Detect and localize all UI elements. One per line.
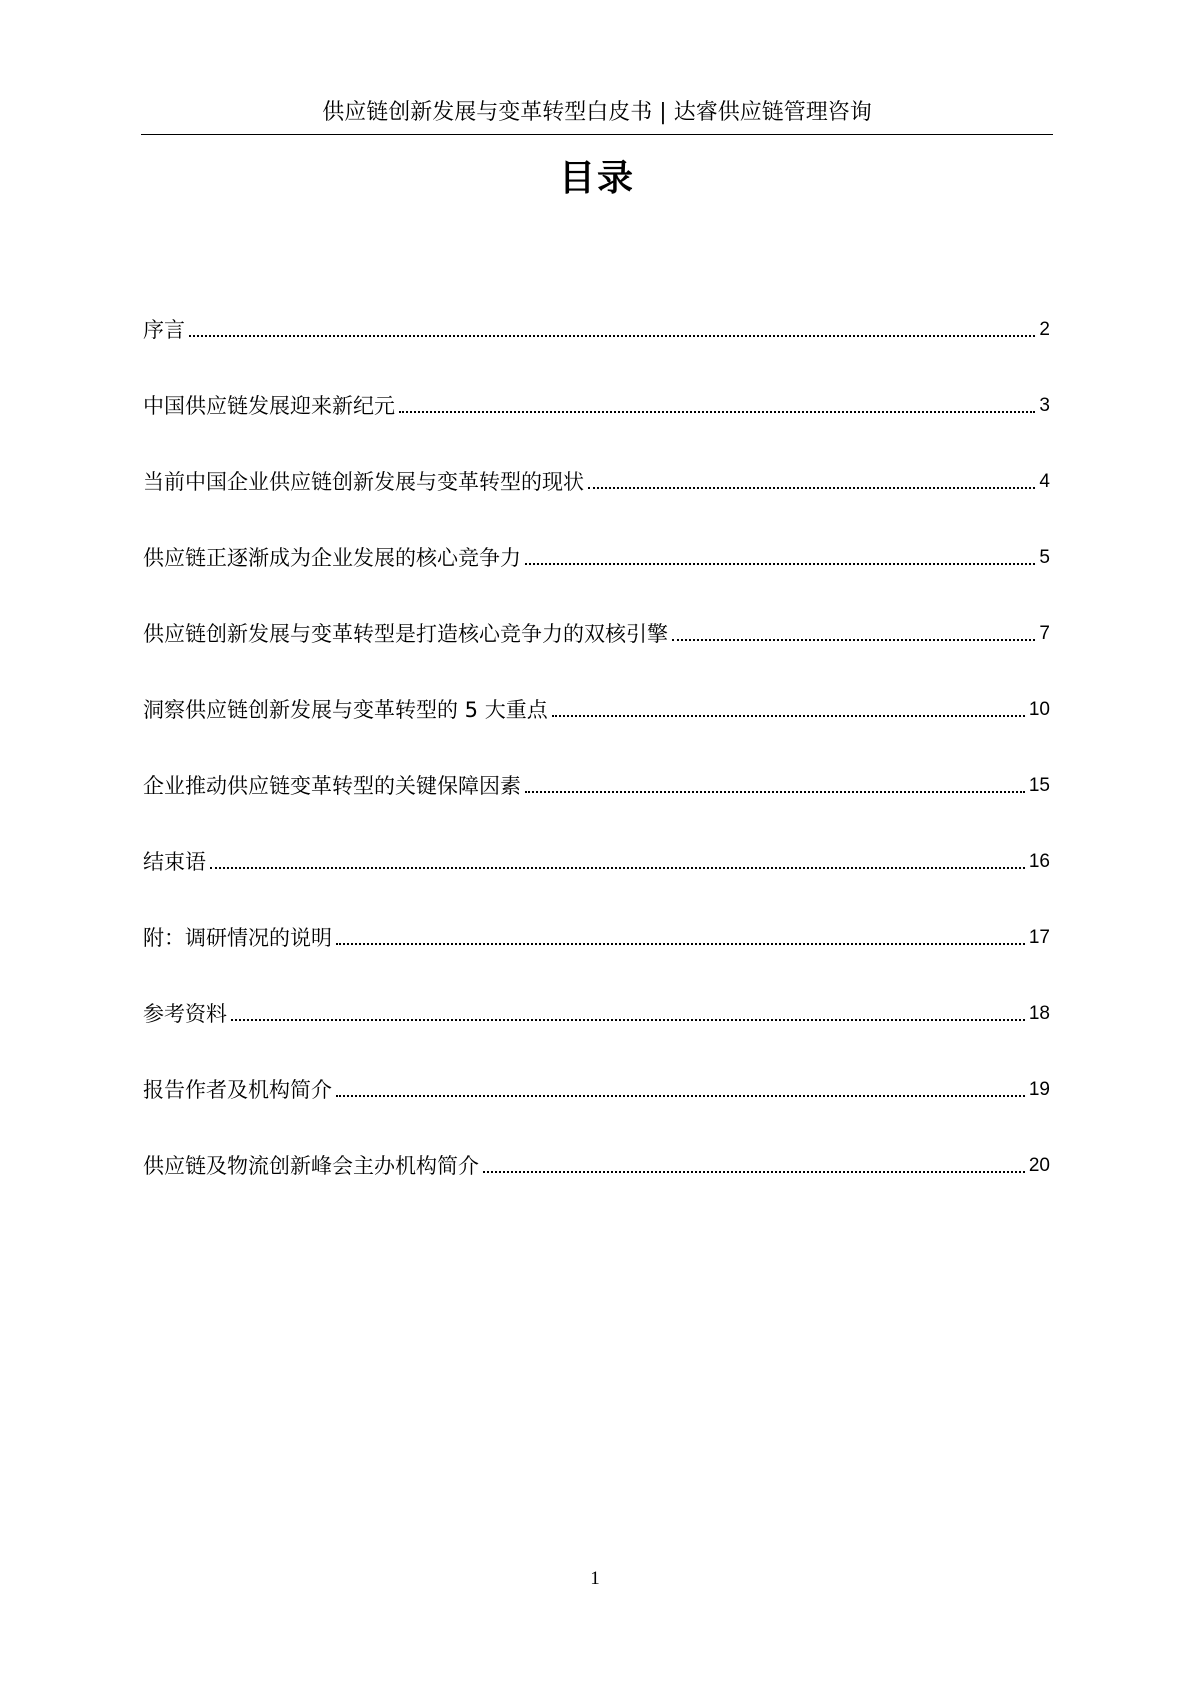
toc-entry-page: 2 — [1039, 319, 1050, 340]
toc-dot-leader — [483, 1171, 1025, 1173]
toc-title: 目录 — [558, 158, 635, 199]
toc-entry[interactable] — [143, 390, 1050, 422]
toc-entry-label: 供应链及物流创新峰会主办机构简介 — [143, 1154, 479, 1178]
toc-entry[interactable] — [143, 922, 1050, 954]
toc-dot-leader — [552, 715, 1025, 717]
toc-dot-leader — [525, 791, 1025, 793]
toc-dot-leader — [231, 1019, 1025, 1021]
toc-entry-page: 20 — [1028, 1155, 1050, 1176]
toc-dot-leader — [525, 563, 1035, 565]
toc-entry[interactable] — [143, 846, 1050, 878]
toc-entry[interactable] — [143, 314, 1050, 346]
toc-entry-label: 附：调研情况的说明 — [143, 926, 332, 950]
toc-entry[interactable] — [143, 998, 1050, 1030]
toc-entry-label: 供应链正逐渐成为企业发展的核心竞争力 — [143, 546, 521, 570]
toc-entry[interactable] — [143, 1150, 1050, 1182]
toc-entry[interactable] — [143, 618, 1050, 650]
toc-entry-page: 10 — [1028, 699, 1050, 720]
page-number: 1 — [590, 1568, 600, 1589]
toc-dot-leader — [336, 943, 1025, 945]
toc-dot-leader — [336, 1095, 1025, 1097]
toc-entry-page: 4 — [1039, 471, 1050, 492]
toc-entry-page: 16 — [1028, 851, 1050, 872]
toc-dot-leader — [189, 335, 1035, 337]
toc-entry-label: 当前中国企业供应链创新发展与变革转型的现状 — [143, 470, 584, 494]
toc-dot-leader — [210, 867, 1025, 869]
toc-entry-label: 企业推动供应链变革转型的关键保障因素 — [143, 774, 521, 798]
toc-entry-label: 报告作者及机构简介 — [143, 1078, 332, 1102]
header-divider — [141, 134, 1053, 135]
toc-entry-page: 17 — [1028, 927, 1050, 948]
toc-entry[interactable] — [143, 770, 1050, 802]
toc-entry-label: 供应链创新发展与变革转型是打造核心竞争力的双核引擎 — [143, 622, 668, 646]
toc-dot-leader — [399, 411, 1035, 413]
toc-entry-page: 18 — [1028, 1003, 1050, 1024]
toc-entry-label: 结束语 — [143, 850, 206, 874]
toc-dot-leader — [672, 639, 1035, 641]
toc-entry[interactable] — [143, 1074, 1050, 1106]
toc-entry-label: 洞察供应链创新发展与变革转型的 5 大重点 — [143, 698, 548, 722]
toc-entry-page: 5 — [1039, 547, 1050, 568]
toc-entry-page: 15 — [1028, 775, 1050, 796]
toc-entry-page: 7 — [1039, 623, 1050, 644]
toc-entry[interactable] — [143, 542, 1050, 574]
running-header: 供应链创新发展与变革转型白皮书 | 达睿供应链管理咨询 — [322, 100, 872, 125]
toc-entry-label: 序言 — [143, 318, 185, 342]
toc-entry-page: 3 — [1039, 395, 1050, 416]
toc-entry-page: 19 — [1028, 1079, 1050, 1100]
toc-entry-label: 中国供应链发展迎来新纪元 — [143, 394, 395, 418]
toc-entry[interactable] — [143, 466, 1050, 498]
toc-dot-leader — [588, 487, 1035, 489]
toc-entry[interactable] — [143, 694, 1050, 726]
toc-entry-label: 参考资料 — [143, 1002, 227, 1026]
